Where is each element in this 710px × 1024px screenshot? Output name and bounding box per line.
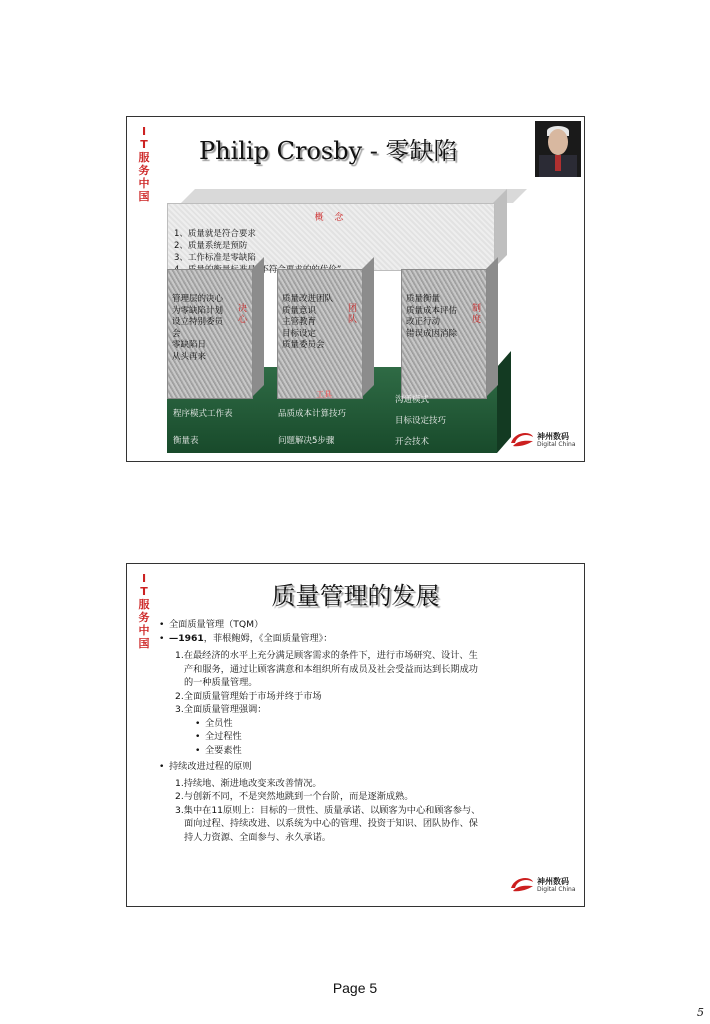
bullet-principle: • 持续改进过程的原则 <box>159 760 480 774</box>
tool-item: 开会技术 <box>395 437 430 447</box>
bullet-1961 <box>159 632 480 646</box>
slide-body <box>159 618 480 844</box>
side-label-char: T <box>140 585 148 598</box>
tqm-points <box>159 649 480 757</box>
tool-item: 问题解决5步骤 <box>278 436 335 446</box>
pillar-line: 主管教育 <box>282 317 317 327</box>
emphasis-item: • 全过程性 <box>195 730 480 744</box>
company-logo <box>509 872 576 900</box>
slide-title: 质量管理的发展 <box>271 582 440 610</box>
point-line: 持人力资源、全面参与、永久承诺。 <box>184 831 331 843</box>
pillar-line: 目标设定 <box>282 328 317 339</box>
side-label-char: T <box>140 138 148 151</box>
pillar-label-char: 心 <box>238 315 248 325</box>
pillar-line: 为零缺陷计划 <box>172 305 224 316</box>
emphasis-item: • 全要素性 <box>195 744 480 758</box>
side-label-char: 服 <box>138 151 150 164</box>
slide-quality-development <box>126 563 585 907</box>
pillar-line: 设立特别委员 <box>172 317 224 327</box>
portrait-photo <box>535 121 581 177</box>
pillar-label <box>348 304 358 326</box>
tool-item: 程序模式工作表 <box>173 409 233 419</box>
point-line: 1.在最经济的水平上充分满足顾客需求的条件下，进行市场研究、设计、生 <box>175 650 478 661</box>
pillar-label <box>238 304 248 326</box>
side-label-char: 务 <box>138 611 150 624</box>
page-label: Page 5 <box>332 980 378 996</box>
side-label-char: 务 <box>138 164 150 177</box>
pillar-team <box>277 269 363 399</box>
point-line: 的一种质量管理。 <box>184 677 258 688</box>
pillar-label-char: 决 <box>238 304 248 314</box>
side-label-char: 服 <box>138 598 150 611</box>
pillar-label-char: 度 <box>472 315 482 325</box>
side-label-char: 国 <box>138 190 150 203</box>
page-number: 5 <box>697 1006 704 1019</box>
side-label-char: I <box>141 572 147 585</box>
pillar-line: 零缺陷日 <box>172 340 207 350</box>
concept-item: 3、工作标准是零缺陷 <box>174 253 256 263</box>
pillar-determination <box>167 269 253 399</box>
bullet-tqm: • 全面质量管理（TQM） <box>159 618 480 632</box>
pillar-label-char: 团 <box>348 304 358 314</box>
tool-item: 目标设定技巧 <box>395 416 447 426</box>
pillar-label <box>472 304 482 326</box>
pillar-line: 从头再来 <box>172 351 207 362</box>
concept-slab-side <box>493 189 507 269</box>
point-line: 面向过程、持续改进、以系统为中心的管理、投资于知识、团队协作、保 <box>184 818 478 829</box>
emphasis-list <box>175 717 480 758</box>
principle-points <box>159 777 480 845</box>
point-line: 2.全面质量管理始于市场并终于市场 <box>175 690 322 702</box>
side-label-char: 中 <box>138 624 150 637</box>
pillar-line: 错误成因消除 <box>406 328 458 339</box>
point-line: 1.持续地、渐进地改变来改善情况。 <box>175 777 322 789</box>
tool-item: 衡量表 <box>173 436 199 446</box>
tools-group <box>278 407 346 461</box>
pillar-line: 会 <box>172 328 181 339</box>
pillar-side <box>252 257 264 397</box>
side-label-char: I <box>141 125 147 138</box>
logo-swirl-icon <box>509 429 535 449</box>
slide-title: Philip Crosby - 零缺陷 <box>199 137 458 165</box>
company-logo <box>509 427 576 455</box>
side-label <box>137 125 151 203</box>
logo-english: Digital China <box>537 886 576 893</box>
concept-slab <box>167 203 495 271</box>
pillar-text <box>172 294 223 363</box>
point-line: 3.全面质量管理强调： <box>175 704 267 715</box>
tools-group <box>395 396 446 459</box>
logo-swirl-icon <box>509 874 535 894</box>
pillar-line: 质量委员会 <box>282 340 325 350</box>
logo-english: Digital China <box>537 441 576 448</box>
pillar-text <box>282 294 333 352</box>
logo-chinese: 神州数码 <box>537 877 569 886</box>
pillar-label-char: 制 <box>472 304 482 314</box>
pillar-label-char: 队 <box>348 315 358 325</box>
pillar-line: 质量成本评估 <box>406 305 458 316</box>
pillar-side <box>486 257 498 397</box>
pillar-line: 质量衡量 <box>406 294 441 304</box>
side-label-char: 国 <box>138 637 150 650</box>
pillar-system <box>401 269 487 399</box>
slide-zero-defects <box>126 116 585 462</box>
point-line: 2.与创新不同，不是突然地跳到一个台阶，而是逐渐成熟。 <box>175 791 414 802</box>
point-line: 产和服务，通过让顾客满意和本组织所有成员及社会受益而达到长期成功 <box>184 663 478 675</box>
emphasis-item: • 全员性 <box>195 717 480 731</box>
concept-item: 1、质量就是符合要求 <box>174 229 256 239</box>
pillar-line: 质量改进团队 <box>282 294 334 304</box>
tool-item: 沟通模式 <box>395 395 430 405</box>
tools-label: 工具 <box>316 390 332 399</box>
tool-item: 品质成本计算技巧 <box>278 409 347 419</box>
year-text: —1961 <box>169 632 204 644</box>
point-line: 3.集中在11原则上：目标的一贯性、质量承诺、以顾客为中心和顾客参与、 <box>175 804 481 816</box>
pillar-line: 管理层的决心 <box>172 294 224 304</box>
pillar-text <box>406 294 457 340</box>
logo-chinese: 神州数码 <box>537 432 569 441</box>
concept-item: 2、质量系统是预防 <box>174 241 248 251</box>
year-rest: ，菲根鲍姆，《全面质量管理》： <box>203 632 333 644</box>
concept-slab-top <box>181 189 527 203</box>
pillar-line: 质量意识 <box>282 305 317 316</box>
tools-group <box>173 407 233 461</box>
pillar-side <box>362 257 374 397</box>
pillar-line: 改正行动 <box>406 317 441 327</box>
concept-title: 概 念 <box>314 213 348 223</box>
side-label-char: 中 <box>138 177 150 190</box>
